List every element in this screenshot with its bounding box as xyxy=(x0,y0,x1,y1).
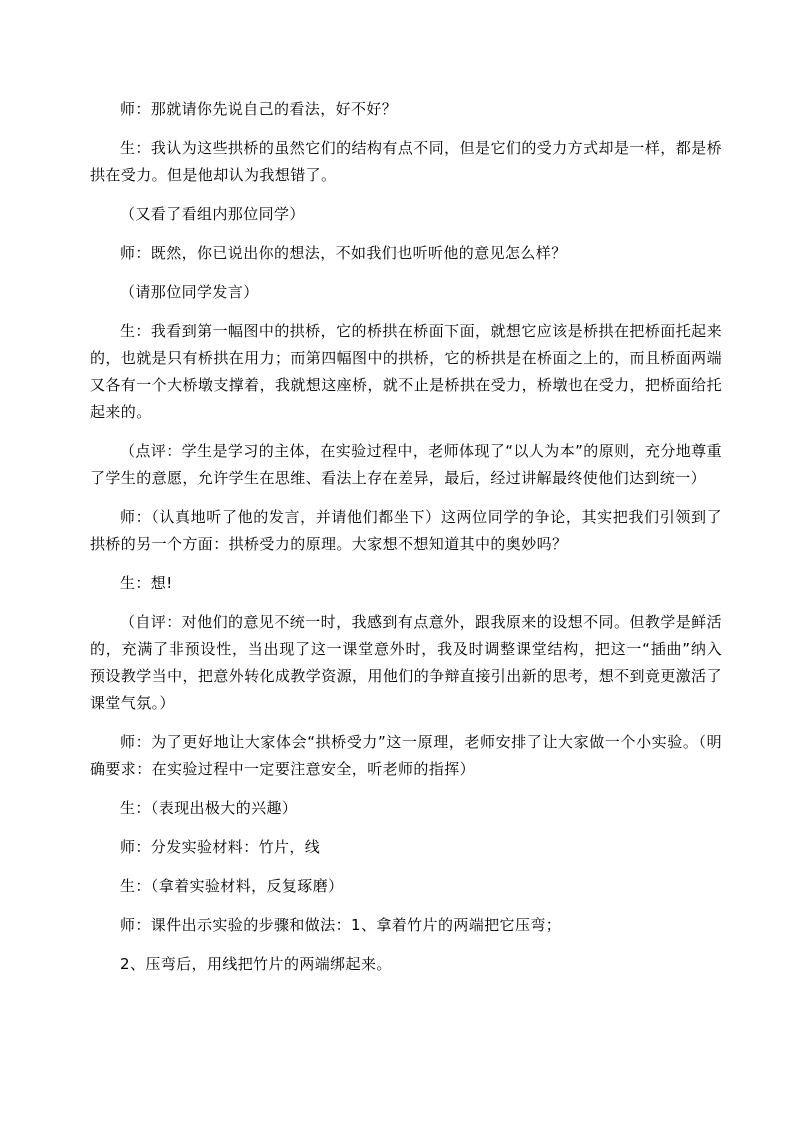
paragraph-self-comment: （自评：对他们的意见不统一时，我感到有点意外，跟我原来的设想不同。但教学是鲜活的，充满了非预设性，当出现了这一课堂意外时，我及时调整课堂结构，把这一“插曲”纳入预设教学当中，把意外转化成教学资源，用他们的争辩直接引出新的思考，想不到竟更激活了课堂气氛。） xyxy=(90,613,722,712)
paragraph-step-1: 师：课件出示实验的步骤和做法：1、拿着竹片的两端把它压弯； xyxy=(120,916,562,934)
paragraph-step-2: 2、压弯后，用线把竹片的两端绑起来。 xyxy=(120,955,392,973)
paragraph-student-ponder: 生：（拿着实验材料，反复琢磨） xyxy=(120,877,344,895)
paragraph-look-at-classmate: （又看了看组内那位同学） xyxy=(120,205,305,223)
paragraph-student-yes: 生：想! xyxy=(120,574,173,592)
paragraph-teacher-principle: 师：（认真地听了他的发言，并请他们都坐下）这两位同学的争论，其实把我们引领到了拱桥的另一个方面：拱桥受力的原理。大家想不想知道其中的奥妙吗？ xyxy=(90,508,722,553)
paragraph-classmate-speaks: （请那位同学发言） xyxy=(120,283,259,301)
paragraph-student-opinion: 生：我认为这些拱桥的虽然它们的结构有点不同，但是它们的受力方式却是一样，都是桥拱在受力。但是他却认为我想错了。 xyxy=(90,139,722,184)
paragraph-student-interest: 生：（表现出极大的兴趣） xyxy=(120,799,298,817)
paragraph-student-explanation: 生：我看到第一幅图中的拱桥，它的桥拱在桥面下面，就想它应该是桥拱在把桥面托起来的，也就是只有桥拱在用力；而第四幅图中的拱桥，它的桥拱是在桥面之上的，而且桥面两端又各有一个大桥墩支撑着，我就想这座桥，就不止是桥拱在受力，桥墩也在受力，把桥面给托起来的。 xyxy=(90,322,722,421)
document-body xyxy=(90,96,722,978)
paragraph-comment: （点评：学生是学习的主体，在实验过程中，老师体现了“以人为本”的原则，充分地尊重了学生的意愿，允许学生在思维、看法上存在差异，最后，经过讲解最终使他们达到统一） xyxy=(90,442,722,487)
paragraph-teacher-listen: 师：既然，你已说出你的想法，不如我们也听听他的意见怎么样？ xyxy=(120,244,567,262)
paragraph-teacher-experiment: 师：为了更好地让大家体会“拱桥受力”这一原理，老师安排了让大家做一个小实验。（明确要求：在实验过程中一定要注意安全，听老师的指挥） xyxy=(90,733,722,778)
paragraph-teacher-ask-opinion: 师：那就请你先说自己的看法，好不好？ xyxy=(120,100,398,118)
paragraph-teacher-materials: 师：分发实验材料：竹片，线 xyxy=(120,838,321,856)
